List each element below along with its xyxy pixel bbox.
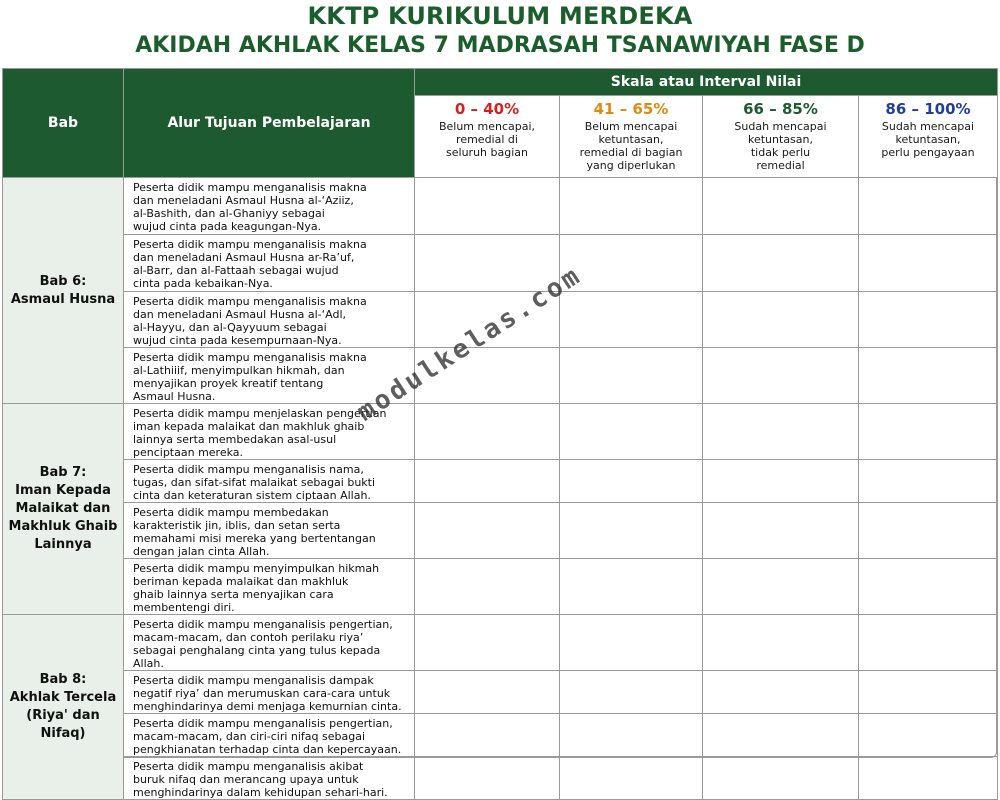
objective-text-line: Asmaul Husna.	[133, 390, 216, 403]
objective-text-line: ghaib lainnya serta menyajikan cara	[133, 588, 334, 601]
score-cell[interactable]	[415, 559, 560, 615]
objective-text-line: menghindarinya dalam kehidupan sehari-hari.	[133, 786, 388, 799]
score-cell[interactable]	[560, 404, 703, 460]
chapter-label-line: Bab 7:	[39, 465, 87, 480]
objective-text-line: memahami misi mereka yang bertentangan	[133, 532, 376, 545]
score-cell[interactable]	[703, 292, 859, 348]
score-cell[interactable]	[415, 460, 560, 503]
scale-header-3	[859, 96, 998, 178]
scale-description-line: remedial	[756, 159, 805, 172]
kktp-table	[2, 68, 998, 800]
score-cell[interactable]	[859, 503, 998, 559]
objective-text-line: negatif riya’ dan merumuskan cara-cara untuk	[133, 687, 391, 700]
chapter-label-line: Iman Kepada	[15, 483, 111, 498]
scale-description-line: yang diperlukan	[586, 159, 676, 172]
score-cell[interactable]	[703, 559, 859, 615]
score-cell[interactable]	[859, 292, 998, 348]
table-row	[3, 714, 998, 757]
score-cell[interactable]	[560, 615, 703, 671]
score-cell[interactable]	[415, 235, 560, 292]
scale-description-line: remedial di bagian	[579, 146, 683, 159]
score-cell[interactable]	[859, 235, 998, 292]
objective-text-line: tugas, dan sifat-sifat malaikat sebagai bukti	[133, 476, 376, 489]
objective-text-line: karakteristik jin, iblis, dan setan serta	[133, 519, 341, 532]
kktp-table-container	[2, 68, 997, 799]
objective-text-line: sebagai penghalang cinta yang tulus kepada Allah.	[133, 644, 381, 670]
score-cell[interactable]	[560, 235, 703, 292]
objective-text-line: dan meneladani Asmaul Husna al-‘Aziiz,	[133, 194, 354, 207]
scale-header-0	[415, 96, 560, 178]
score-cell[interactable]	[703, 714, 859, 757]
objective-text-line: Peserta didik mampu menganalisis makna	[133, 238, 367, 251]
header-atp: Alur Tujuan Pembelajaran	[124, 69, 415, 178]
learning-objective-cell	[124, 404, 415, 460]
score-cell[interactable]	[859, 671, 998, 714]
table-row	[3, 460, 998, 503]
score-cell[interactable]	[560, 714, 703, 757]
score-cell[interactable]	[859, 460, 998, 503]
scale-description-line: Sudah mencapai	[881, 120, 975, 133]
objective-text-line: Peserta didik mampu menganalisis pengertian,	[133, 717, 393, 730]
learning-objective-cell	[124, 757, 415, 800]
scale-description-line: Belum mencapai	[584, 120, 678, 133]
table-row	[3, 235, 998, 292]
score-cell[interactable]	[560, 460, 703, 503]
score-cell[interactable]	[415, 757, 560, 800]
header-bab: Bab	[3, 69, 124, 178]
objective-text-line: Peserta didik mampu menganalisis makna	[133, 181, 367, 194]
chapter-cell	[3, 404, 124, 615]
table-row	[3, 671, 998, 714]
scale-header-1	[560, 96, 703, 178]
objective-text-line: lainnya serta membedakan asal-usul	[133, 433, 337, 446]
score-cell[interactable]	[859, 615, 998, 671]
objective-text-line: dan meneladani Asmaul Husna al-‘Adl,	[133, 308, 347, 321]
learning-objective-cell	[124, 460, 415, 503]
table-row	[3, 404, 998, 460]
objective-text-line: buruk nifaq dan merancang upaya untuk	[133, 773, 359, 786]
watermark: modulkelas.com	[351, 260, 588, 428]
scale-description-line: Sudah mencapai	[734, 120, 827, 133]
page-title: KKTP KURIKULUM MERDEKA	[307, 2, 693, 30]
score-cell[interactable]	[859, 404, 998, 460]
learning-objective-cell	[124, 714, 415, 757]
score-cell[interactable]	[415, 178, 560, 235]
scale-description-line: ketuntasan,	[748, 133, 813, 146]
learning-objective-cell	[124, 235, 415, 292]
scale-range: 86 – 100%	[885, 100, 971, 118]
objective-text-line: al-Lathiiif, menyimpulkan hikmah, dan	[133, 364, 345, 377]
scale-description-line: perlu pengayaan	[881, 146, 975, 159]
objective-text-line: Peserta didik mampu menganalisis makna	[133, 295, 367, 308]
objective-text-line: cinta dan keteraturan sistem ciptaan Allah.	[133, 489, 371, 502]
score-cell[interactable]	[415, 714, 560, 757]
objective-text-line: menghindarinya demi menjaga kemurnian cinta.	[133, 700, 402, 713]
objective-text-line: Peserta didik mampu menyimpulkan hikmah	[133, 562, 380, 575]
score-cell[interactable]	[703, 460, 859, 503]
score-cell[interactable]	[703, 503, 859, 559]
scale-range: 66 – 85%	[743, 100, 818, 118]
learning-objective-cell	[124, 178, 415, 235]
chapter-label-line: Makhluk Ghaib	[8, 519, 118, 534]
score-cell[interactable]	[415, 404, 560, 460]
objective-text-line: Peserta didik mampu membedakan	[133, 506, 329, 519]
learning-objective-cell	[124, 292, 415, 348]
score-cell[interactable]	[415, 615, 560, 671]
table-row	[3, 757, 998, 800]
objective-text-line: dan meneladani Asmaul Husna ar-Ra’uf,	[133, 251, 355, 264]
chapter-label-line: Akhlak Tercela	[9, 690, 117, 705]
score-cell[interactable]	[415, 348, 560, 404]
score-cell[interactable]	[703, 671, 859, 714]
score-cell[interactable]	[560, 292, 703, 348]
score-cell[interactable]	[703, 615, 859, 671]
scale-description-line: ketuntasan,	[598, 133, 664, 146]
score-cell[interactable]	[560, 178, 703, 235]
scale-description-line: Belum mencapai,	[438, 120, 536, 133]
score-cell[interactable]	[560, 503, 703, 559]
objective-text-line: menyajikan proyek kreatif tentang	[133, 377, 324, 390]
scale-range: 0 – 40%	[454, 100, 520, 118]
objective-text-line: al-Barr, dan al-Fattaah sebagai wujud	[133, 264, 339, 277]
score-cell[interactable]	[859, 178, 998, 235]
scale-range: 41 – 65%	[593, 100, 669, 118]
scale-description-line: tidak perlu	[750, 146, 811, 159]
chapter-label-line: Asmaul Husna	[10, 291, 116, 307]
chapter-label-line: Bab 8:	[39, 672, 87, 687]
scale-description-line: ketuntasan,	[895, 133, 961, 146]
objective-text-line: cinta pada kebaikan-Nya.	[133, 277, 273, 290]
score-cell[interactable]	[859, 348, 998, 404]
objective-text-line: membentengi diri.	[133, 601, 235, 614]
table-row	[3, 292, 998, 348]
objective-text-line: beriman kepada malaikat dan makhluk	[133, 575, 349, 588]
learning-objective-cell	[124, 503, 415, 559]
chapter-label-line: Malaikat dan	[15, 501, 111, 516]
score-cell[interactable]	[560, 671, 703, 714]
objective-text-line: wujud cinta pada keagungan-Nya.	[133, 220, 322, 233]
objective-text-line: macam-macam, dan ciri-ciri nifaq sebagai	[133, 730, 366, 743]
header-scale-title: Skala atau Interval Nilai	[415, 69, 998, 96]
table-row	[3, 503, 998, 559]
scale-header-2	[703, 96, 859, 178]
learning-objective-cell	[124, 671, 415, 714]
objective-text-line: al-Bashith, dan al-Ghaniyy sebagai	[133, 207, 325, 220]
score-cell[interactable]	[415, 292, 560, 348]
objective-text-line: Peserta didik mampu menganalisis akibat	[133, 760, 364, 773]
table-row	[3, 178, 998, 235]
learning-objective-cell	[124, 348, 415, 404]
learning-objective-cell	[124, 559, 415, 615]
score-cell[interactable]	[703, 404, 859, 460]
objective-text-line: dengan jalan cinta Allah.	[133, 545, 270, 558]
score-cell[interactable]	[703, 348, 859, 404]
chapter-cell	[3, 615, 124, 800]
score-cell[interactable]	[859, 757, 998, 800]
objective-text-line: macam-macam, dan contoh perilaku riya’	[133, 631, 364, 644]
scale-description-line: remedial di	[456, 133, 518, 146]
objective-text-line: penciptaan mereka.	[133, 446, 244, 459]
score-cell[interactable]	[703, 178, 859, 235]
score-cell[interactable]	[560, 559, 703, 615]
objective-text-line: Peserta didik mampu menjelaskan pengertian	[133, 407, 387, 420]
score-cell[interactable]	[415, 503, 560, 559]
objective-text-line: Peserta didik mampu menganalisis makna	[133, 351, 367, 364]
score-cell[interactable]	[859, 714, 998, 757]
chapter-label-line: (Riya' dan Nifaq)	[26, 708, 100, 741]
score-cell[interactable]	[560, 757, 703, 800]
chapter-label-line: Bab 6:	[39, 273, 87, 289]
score-cell[interactable]	[703, 757, 859, 800]
objective-text-line: al-Hayyu, dan al-Qayyuum sebagai	[133, 321, 327, 334]
objective-text-line: Peserta didik mampu menganalisis nama,	[133, 463, 364, 476]
objective-text-line: pengkhianatan terhadap cinta dan kepercayaan.	[133, 743, 402, 756]
table-row	[3, 615, 998, 671]
objective-text-line: Peserta didik mampu menganalisis pengertian,	[133, 618, 393, 631]
chapter-cell	[3, 178, 124, 404]
table-row	[3, 348, 998, 404]
score-cell[interactable]	[859, 559, 998, 615]
objective-text-line: Peserta didik mampu menganalisis dampak	[133, 674, 374, 687]
chapter-label-line: Lainnya	[34, 537, 92, 552]
score-cell[interactable]	[560, 348, 703, 404]
objective-text-line: iman kepada malaikat dan makhluk ghaib	[133, 420, 365, 433]
score-cell[interactable]	[703, 235, 859, 292]
scale-description-line: seluruh bagian	[446, 146, 528, 159]
objective-text-line: wujud cinta pada kesempurnaan-Nya.	[133, 334, 342, 347]
table-row	[3, 559, 998, 615]
score-cell[interactable]	[415, 671, 560, 714]
learning-objective-cell	[124, 615, 415, 671]
page-subtitle: AKIDAH AKHLAK KELAS 7 MADRASAH TSANAWIYAH FASE D	[135, 33, 865, 58]
